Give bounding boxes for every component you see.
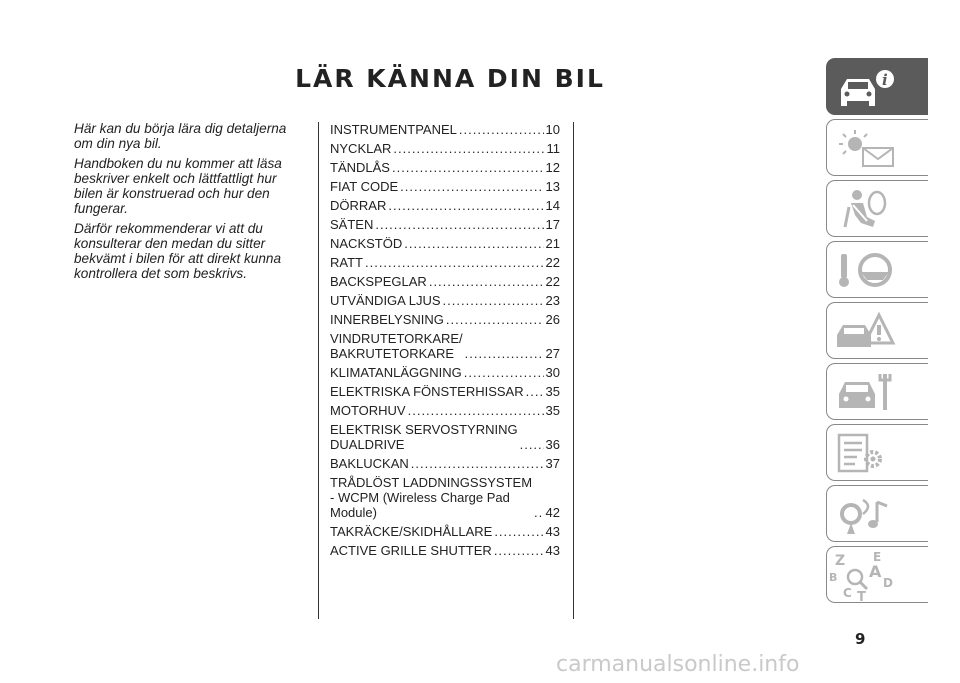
toc-entry-label: FIAT CODE [330, 179, 399, 194]
toc-leader-dots [429, 274, 544, 289]
tab-car-info[interactable] [826, 58, 928, 115]
toc-entry-page: 42 [545, 505, 560, 520]
toc-entry[interactable] [330, 122, 560, 137]
toc-entry-page: 12 [545, 160, 560, 175]
toc-leader-dots [443, 293, 544, 308]
tab-starting-driving[interactable] [826, 241, 928, 298]
toc-leader-dots [534, 505, 544, 520]
toc-entry[interactable] [330, 236, 560, 251]
toc-leader-dots [393, 141, 544, 156]
column-divider-left [318, 122, 319, 619]
toc-entry-label: NACKSTÖD [330, 236, 403, 251]
intro-paragraph: Här kan du börja lära dig detaljerna om din nya bil. [74, 121, 287, 151]
toc-entry[interactable] [330, 141, 560, 156]
toc-entry-page: 35 [545, 384, 560, 399]
toc-entry-page: 11 [546, 141, 560, 156]
toc-entry-label: VINDRUTETORKARE/ BAKRUTETORKARE [330, 331, 463, 361]
airbag-seat-icon [827, 181, 929, 238]
tab-maintenance[interactable] [826, 363, 928, 420]
toc-entry-label: INSTRUMENTPANEL [330, 122, 457, 137]
toc-entry-label: SÄTEN [330, 217, 374, 232]
toc-leader-dots [520, 437, 544, 452]
key-steering-wheel-icon [827, 242, 929, 299]
toc-entry-page: 37 [545, 456, 560, 471]
toc-entry[interactable] [330, 456, 560, 471]
toc-leader-dots [526, 384, 544, 399]
emergency-icon [827, 303, 929, 360]
toc-entry-page: 27 [545, 346, 560, 361]
toc-entry[interactable] [330, 217, 560, 232]
toc-leader-dots [464, 365, 544, 380]
column-divider-right [573, 122, 574, 619]
toc-entry-label: TRÅDLÖST LADDNINGSSYSTEM - WCPM (Wireless Charge Pad Module) [330, 475, 533, 520]
toc-entry-label: BAKLUCKAN [330, 456, 409, 471]
toc-entry-label: DÖRRAR [330, 198, 387, 213]
car-info-icon [827, 59, 929, 116]
toc-entry[interactable] [330, 422, 560, 452]
toc-entry-label: KLIMATANLÄGGNING [330, 365, 462, 380]
toc-entry-label: ELEKTRISKA FÖNSTERHISSAR [330, 384, 524, 399]
toc-entry-page: 30 [545, 365, 560, 380]
svg-text:i: i [882, 71, 888, 89]
toc-entry-page: 17 [545, 217, 560, 232]
toc-leader-dots [404, 236, 543, 251]
toc-entry-page: 21 [545, 236, 560, 251]
toc-entry-page: 26 [545, 312, 560, 327]
intro-paragraph: Handboken du nu kommer att läsa beskriver enkelt och lättfattligt hur bilen är konstruerad och hur den fungerar. [74, 156, 282, 216]
toc-entry-page: 10 [545, 122, 560, 137]
toc-entry-page: 36 [545, 437, 560, 452]
index-letter: Z [835, 553, 846, 569]
tab-index[interactable] [826, 546, 928, 603]
toc-entry-label: BACKSPEGLAR [330, 274, 427, 289]
intro-text [74, 121, 306, 286]
toc-entry-label: NYCKLAR [330, 141, 392, 156]
toc-entry-label: ELEKTRISK SERVOSTYRNING DUALDRIVE [330, 422, 518, 452]
toc-entry[interactable] [330, 524, 560, 539]
table-of-contents [330, 122, 560, 562]
tab-technical-data[interactable] [826, 424, 928, 481]
toc-entry[interactable] [330, 384, 560, 399]
toc-entry[interactable] [330, 179, 560, 194]
index-letter: A [869, 562, 882, 581]
toc-entry[interactable] [330, 160, 560, 175]
toc-entry-page: 43 [545, 543, 560, 558]
toc-leader-dots [494, 543, 544, 558]
toc-entry-page: 14 [545, 198, 560, 213]
toc-entry[interactable] [330, 403, 560, 418]
toc-entry-page: 13 [545, 179, 560, 194]
toc-entry[interactable] [330, 331, 560, 361]
toc-entry[interactable] [330, 274, 560, 289]
page-number: 9 [855, 630, 866, 648]
toc-entry[interactable] [330, 312, 560, 327]
toc-leader-dots [408, 403, 544, 418]
toc-entry-page: 35 [545, 403, 560, 418]
toc-leader-dots [365, 255, 544, 270]
toc-entry[interactable] [330, 543, 560, 558]
tab-safety[interactable] [826, 180, 928, 237]
toc-entry-label: TÄNDLÅS [330, 160, 390, 175]
toc-entry[interactable] [330, 198, 560, 213]
intro-paragraph: Därför rekommenderar vi att du konsulterar den medan du sitter bekvämt i bilen för att direkt kunna kontrollera det som beskrivs. [74, 221, 282, 281]
toc-entry-page: 43 [545, 524, 560, 539]
toc-entry-label: RATT [330, 255, 363, 270]
toc-entry-label: MOTORHUV [330, 403, 406, 418]
multimedia-icon [827, 486, 929, 543]
toc-leader-dots [446, 312, 544, 327]
toc-entry[interactable] [330, 365, 560, 380]
toc-leader-dots [388, 198, 543, 213]
toc-entry[interactable] [330, 475, 560, 520]
index-letter: E [873, 550, 882, 564]
toc-entry-label: ACTIVE GRILLE SHUTTER [330, 543, 492, 558]
toc-leader-dots [375, 217, 543, 232]
toc-entry-label: UTVÄNDIGA LJUS [330, 293, 441, 308]
toc-leader-dots [459, 122, 544, 137]
tab-multimedia[interactable] [826, 485, 928, 542]
index-letter: T [857, 590, 866, 604]
tab-lights-messages[interactable] [826, 119, 928, 176]
toc-entry[interactable] [330, 255, 560, 270]
toc-entry-page: 22 [545, 255, 560, 270]
index-letter: C [843, 586, 852, 600]
toc-entry-label: INNERBELYSNING [330, 312, 444, 327]
toc-leader-dots [411, 456, 544, 471]
index-letter: D [883, 576, 893, 590]
watermark: carmanualsonline.info [556, 652, 800, 677]
toc-leader-dots [392, 160, 544, 175]
page-title: LÄR KÄNNA DIN BIL [295, 64, 605, 93]
tab-emergency[interactable] [826, 302, 928, 359]
chapter-tabs [826, 58, 930, 607]
toc-leader-dots [400, 179, 543, 194]
car-service-icon [827, 364, 929, 421]
toc-entry-label: TAKRÄCKE/SKIDHÅLLARE [330, 524, 493, 539]
toc-entry-page: 22 [545, 274, 560, 289]
toc-entry[interactable] [330, 293, 560, 308]
toc-leader-dots [465, 346, 544, 361]
lights-message-icon [827, 120, 929, 177]
index-letter: B [829, 571, 838, 584]
index-icon [827, 547, 929, 604]
toc-leader-dots [494, 524, 543, 539]
toc-entry-page: 23 [545, 293, 560, 308]
specifications-icon [827, 425, 929, 482]
